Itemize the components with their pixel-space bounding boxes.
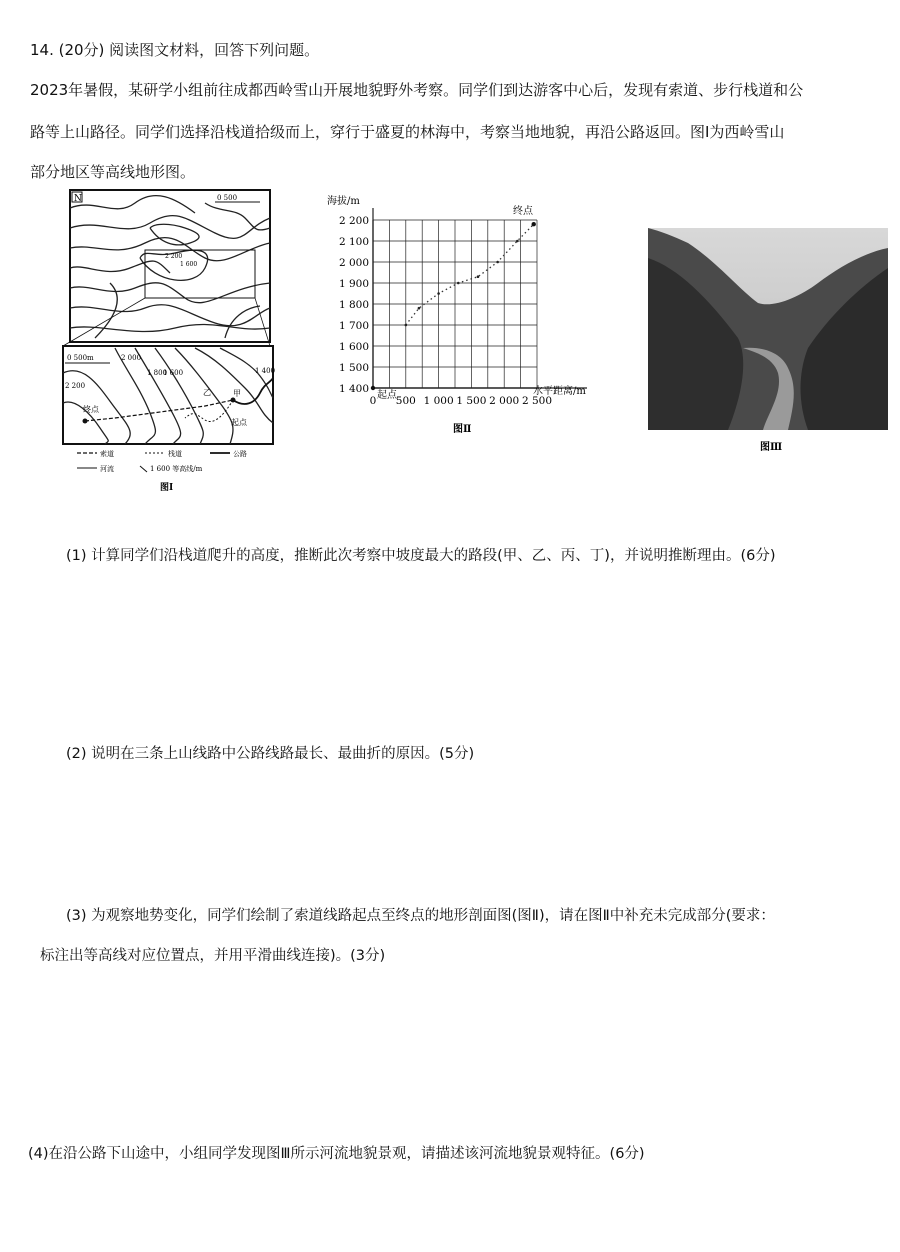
end-point-label: 终点 (83, 405, 99, 414)
subquestion-4: (4)在沿公路下山途中，小组同学发现图Ⅲ所示河流地貌景观，请描述该河流地貌景观特征。(6分) (28, 1146, 645, 1162)
north-label: N (74, 194, 82, 204)
x-tick-label: 500 (395, 395, 416, 407)
legend-road: 公路 (233, 450, 247, 458)
subquestion-3: (3) 为观察地势变化，同学们绘制了索道线路起点至终点的地形剖面图(图Ⅱ)，请在图Ⅱ中补充未完成部分(要求： (66, 908, 775, 924)
chart-end-label: 终点 (513, 206, 533, 217)
figure-1-contour-map (55, 188, 290, 498)
profile-chart-svg (325, 192, 625, 442)
profile-point (496, 261, 499, 264)
place-yi-label: 乙 (203, 388, 211, 397)
subquestion-2: (2) 说明在三条上山线路中公路线路最长、最曲折的原因。(5分) (66, 746, 475, 762)
figure-2-caption: 图Ⅱ (453, 424, 472, 435)
figure-2-profile-chart (325, 192, 625, 442)
inset-contour-1800: 1 800 (147, 369, 168, 377)
x-tick-label: 1 000 (423, 395, 454, 407)
y-tick-label: 1 500 (338, 362, 369, 374)
profile-point (477, 275, 480, 278)
end-point-marker (83, 419, 88, 424)
figure-3-photo (648, 228, 888, 460)
y-tick-label: 1 800 (338, 299, 369, 311)
inset-contour-1600: 1 600 (163, 369, 184, 377)
y-tick-label: 2 100 (338, 236, 369, 248)
place-jia-label: 甲 (233, 389, 241, 398)
profile-point (437, 292, 440, 295)
legend-cableway: 索道 (100, 450, 114, 458)
y-tick-label: 1 400 (338, 383, 369, 395)
profile-point (418, 307, 421, 310)
top-scale-label: 0 500 (217, 194, 238, 202)
material-line-2: 路等上山路径。同学们选择沿栈道拾级而上，穿行于盛夏的林海中，考察当地地貌，再沿公路返回。图Ⅰ为西岭雪山 (30, 123, 785, 141)
figure-3-caption: 图Ⅲ (760, 442, 783, 453)
chart-series (371, 222, 536, 390)
chart-y-ticks (339, 215, 369, 395)
profile-point (405, 324, 408, 327)
chart-grid (373, 208, 587, 388)
x-tick-label: 2 000 (489, 395, 520, 407)
material-line-1: 2023年暑假，某研学小组前往成都西岭雪山开展地貌野外考察。同学们到达游客中心后，发现有索道、步行栈道和公 (30, 81, 804, 99)
y-tick-label: 1 900 (338, 278, 369, 290)
x-tick-label: 1 500 (456, 395, 487, 407)
start-point-marker (231, 398, 236, 403)
profile-point (457, 282, 460, 285)
start-point (371, 386, 375, 390)
chart-x-label: 水平距离/m (533, 386, 586, 397)
subquestion-3-continued: 标注出等高线对应位置点，并用平滑曲线连接)。(3分) (40, 948, 386, 964)
inset-contour-2000: 2 000 (121, 354, 142, 362)
material-line-3: 部分地区等高线地形图。 (30, 163, 196, 181)
legend-river: 河流 (100, 465, 114, 473)
question-header: 14. (20分) 阅读图文材料，回答下列问题。 (30, 41, 320, 59)
legend-contour: 1 600 等高线/m (150, 465, 203, 473)
contour-label-b: 1 600 (180, 261, 198, 268)
valley-photo-svg (648, 228, 888, 460)
x-tick-label: 0 (369, 395, 377, 407)
x-tick-label: 2 500 (521, 395, 553, 407)
profile-point (516, 240, 519, 243)
profile-series-line (406, 224, 534, 325)
inset-scale-label: 0 500m (67, 354, 94, 362)
end-point (532, 222, 536, 226)
y-tick-label: 1 600 (338, 341, 369, 353)
start-point-label: 起点 (231, 418, 247, 427)
inset-contour-2200: 2 200 (65, 382, 86, 390)
chart-start-label: 起点 (377, 390, 397, 401)
legend-plank: 栈道 (168, 450, 182, 458)
top-map-frame (70, 190, 270, 342)
y-tick-label: 2 000 (338, 257, 369, 269)
figure-1-caption: 图Ⅰ (160, 483, 174, 493)
inset-map-frame (63, 346, 276, 444)
contour-label-a: 2 200 (165, 253, 183, 260)
y-tick-label: 1 700 (338, 320, 369, 332)
y-tick-label: 2 200 (338, 215, 369, 227)
chart-y-label: 海拔/m (327, 196, 360, 207)
inset-contour-1400: 1 400 (255, 367, 276, 375)
subquestion-1: (1) 计算同学们沿栈道爬升的高度，推断此次考察中坡度最大的路段(甲、乙、丙、丁)，并说明推断理由。(6分) (66, 548, 776, 564)
chart-x-ticks (370, 395, 552, 407)
contour-map-svg (55, 188, 290, 498)
legend (77, 449, 247, 473)
